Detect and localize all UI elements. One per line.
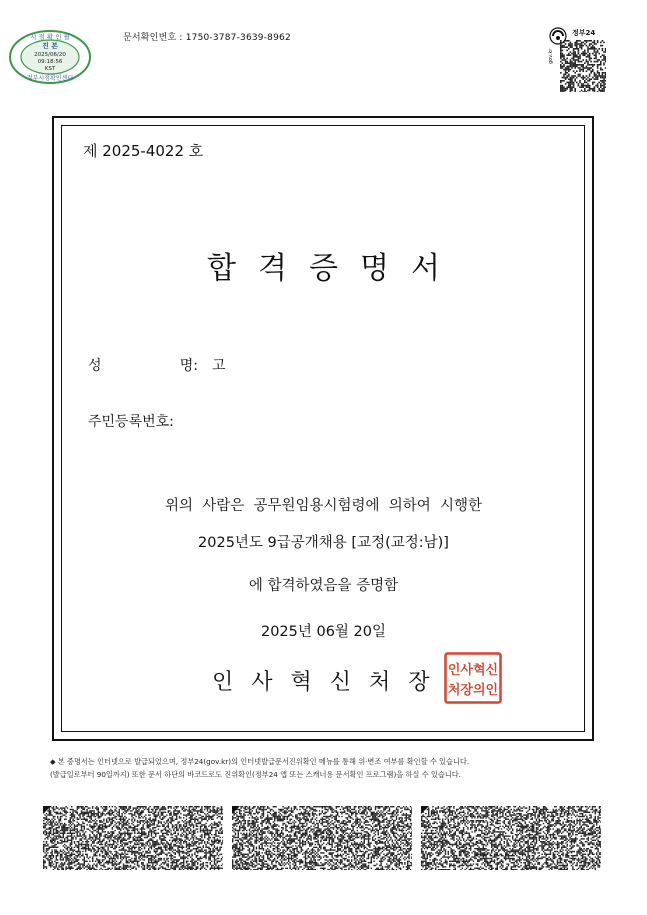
seal-date: 2025/06/20	[34, 52, 66, 58]
stamp-line-1: 인사혁신	[447, 663, 499, 678]
name-label-part-b: 명:	[179, 358, 198, 374]
name-label-part-a: 성	[88, 358, 102, 374]
notice-line-1: ◆ 본 증명서는 인터넷으로 발급되었으며, 정부24(gov.kr)의 인터넷발급문서진위확인 메뉴를 통해 위·변조 여부를 확인할 수 있습니다.	[50, 757, 470, 766]
2d-barcode-icon[interactable]	[232, 806, 412, 870]
certificate-title: 합격증명서	[207, 251, 462, 286]
stamp-line-2: 처장의인	[447, 683, 499, 698]
seal-ring-top: 시 점 확 인 필	[30, 33, 70, 41]
2d-barcode-icon[interactable]	[43, 806, 223, 870]
verification-qr-code[interactable]	[560, 40, 606, 92]
seal-ring-bottom: 정부시점확인센터	[26, 75, 74, 82]
issue-date: 2025년 06월 20일	[260, 624, 387, 640]
document-confirm-number: 문서확인번호 : 1750-3787-3639-8962	[123, 33, 291, 43]
resident-number-label: 주민등록번호:	[88, 414, 174, 430]
qr-url-label: gov.kr	[548, 48, 554, 64]
body-line-2: 2025년도 9급공개채용 [교정(교정:남)]	[198, 535, 449, 551]
body-line-3: 에 합격하였음을 증명함	[248, 578, 399, 594]
qr-brand-label: 정부24	[572, 29, 596, 37]
body-line-1: 위의 사람은 공무원임용시험령에 의하여 시행한	[164, 498, 482, 514]
official-seal-stamp	[444, 652, 502, 704]
issuer-name: 인사혁신처장	[212, 670, 448, 695]
certificate-number: 제 2025-4022 호	[83, 142, 204, 160]
name-label	[88, 355, 198, 375]
seal-zone: KST	[44, 66, 56, 72]
seal-time: 09:18:56	[37, 59, 63, 65]
seal-center: 진 본	[42, 42, 58, 50]
2d-barcode-icon[interactable]	[421, 806, 601, 870]
timestamp-seal	[8, 29, 92, 85]
notice-line-2: (발급일로부터 90일까지) 또한 문서 하단의 바코드로도 진위확인(정부24 앱 또는 스캐너용 문서확인 프로그램)을 하실 수 있습니다.	[50, 770, 461, 779]
name-value: 고	[212, 358, 226, 374]
